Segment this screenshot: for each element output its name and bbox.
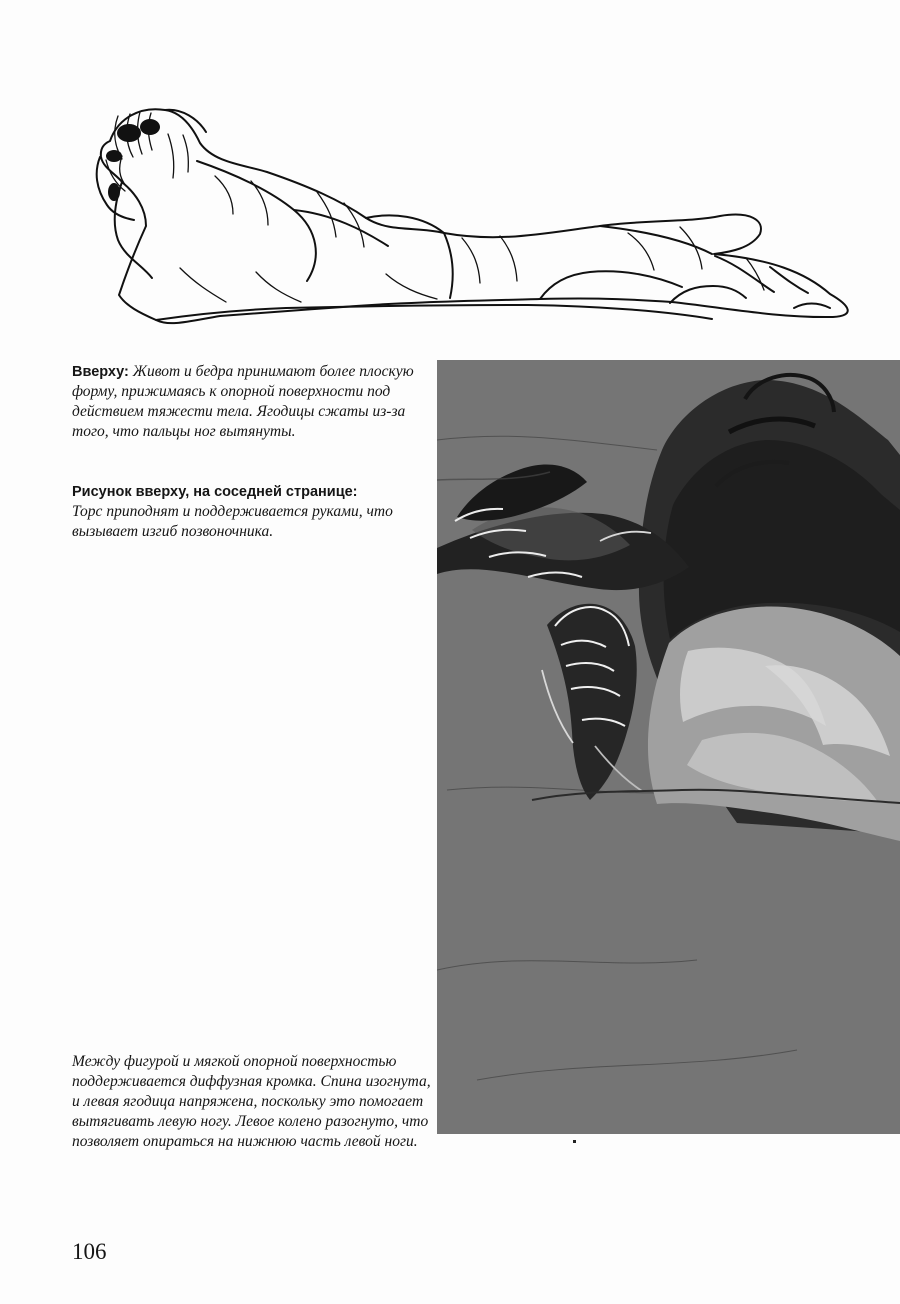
- bottom-caption-text: Между фигурой и мягкой опорной поверхностью поддерживается диффузная кромка. Спина изогнута, и левая ягодица напряжена, поскольку это помогает вытягивать левую ногу. Левое колено разогнуто, что позволяет опираться на нижнюю часть левой ноги.: [72, 1053, 431, 1150]
- page-number: 106: [72, 1239, 107, 1264]
- top-caption-text: Живот и бедра принимают более плоскую форму, прижимаясь к опорной поверхности под действием тяжести тела. Ягодицы сжаты из-за того, что пальцы ног вытянуты.: [72, 363, 414, 440]
- reclining-figure-ink-sketch: [70, 88, 860, 343]
- side-caption: [72, 482, 417, 542]
- print-speck: [573, 1140, 576, 1143]
- bottom-caption: [72, 1052, 437, 1152]
- top-caption-label: Вверху:: [72, 364, 129, 380]
- torso-and-hands-illustration: [437, 360, 900, 1134]
- side-caption-label: Рисунок вверху, на соседней странице:: [72, 484, 358, 500]
- top-caption: [72, 362, 417, 442]
- side-caption-text: Торс приподнят и поддерживается руками, что вызывает изгиб позвоночника.: [72, 503, 393, 540]
- reclining-figure-illustration: [70, 88, 860, 343]
- charcoal-torso-drawing: [437, 360, 900, 1134]
